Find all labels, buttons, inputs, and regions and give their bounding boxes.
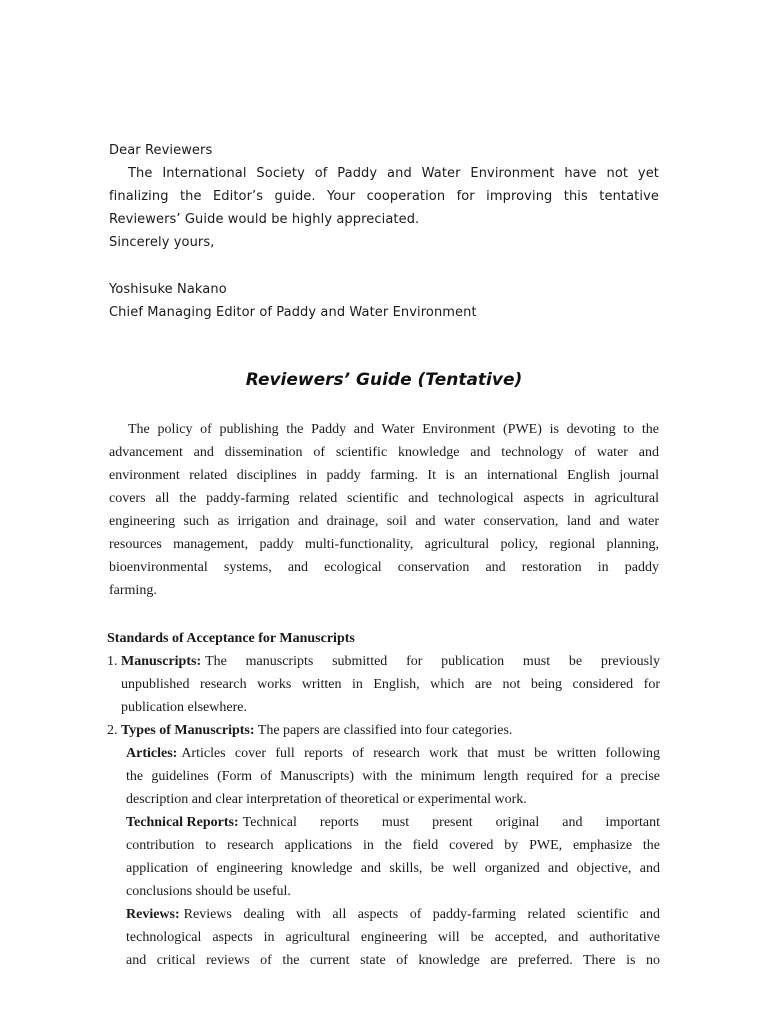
policy-line: engineering such as irrigation and drainage, soil and water conservation, land and water xyxy=(109,514,659,529)
policy-line: advancement and dissemination of scientific knowledge and technology of water and xyxy=(109,445,659,460)
policy-line: environment related disciplines in paddy farming. It is an international English journal xyxy=(109,468,659,483)
signer-name: Yoshisuke Nakano xyxy=(109,282,227,297)
policy-line: bioenvironmental systems, and ecological conservation and restoration in paddy xyxy=(109,560,659,575)
category-text-line: and critical reviews of the current state of knowledge are preferred. There is no xyxy=(126,953,660,968)
category-articles xyxy=(107,742,660,811)
category-label: Articles: xyxy=(126,746,178,761)
category-label: Technical Reports: xyxy=(126,815,239,830)
letter-body-line: Reviewers’ Guide would be highly appreciated. xyxy=(109,212,420,227)
cover-letter xyxy=(109,139,659,254)
policy-paragraph xyxy=(109,418,659,602)
item-text-line: unpublished research works written in English, which are not being considered for xyxy=(121,677,660,692)
signer-title: Chief Managing Editor of Paddy and Water Environment xyxy=(109,305,477,320)
category-text: Technical reports must present original and important xyxy=(242,815,660,830)
category-text: Articles cover full reports of research work that must be written following xyxy=(181,746,660,761)
item-number: 2. xyxy=(107,723,118,738)
item-text: The papers are classified into four categories. xyxy=(254,723,513,738)
category-text-line: the guidelines (Form of Manuscripts) with the minimum length required for a precise xyxy=(126,769,660,784)
category-technical-reports xyxy=(107,811,660,903)
category-text: Reviews dealing with all aspects of paddy-farming related scientific and xyxy=(183,907,660,922)
policy-line: farming. xyxy=(109,583,157,598)
letter-body-line: The International Society of Paddy and Water Environment have not yet xyxy=(128,166,659,181)
policy-line: covers all the paddy-farming related scientific and technological aspects in agricultural xyxy=(109,491,659,506)
item-text: The manuscripts submitted for publication must be previously xyxy=(205,654,660,669)
list-item-manuscripts xyxy=(107,650,660,673)
policy-line: The policy of publishing the Paddy and Water Environment (PWE) is devoting to the xyxy=(128,422,659,437)
category-label: Reviews: xyxy=(126,907,180,922)
category-text-line: technological aspects in agricultural engineering will be accepted, and authoritative xyxy=(126,930,660,945)
category-reviews xyxy=(107,903,660,972)
category-text-line: conclusions should be useful. xyxy=(126,884,291,899)
item-label: Manuscripts: xyxy=(121,654,202,669)
guide-title: Reviewers’ Guide (Tentative) xyxy=(245,370,523,390)
signature-block xyxy=(109,278,659,324)
item-text-line: publication elsewhere. xyxy=(121,700,247,715)
greeting: Dear Reviewers xyxy=(109,143,213,158)
item-label: Types of Manuscripts: xyxy=(121,723,255,738)
closing: Sincerely yours, xyxy=(109,235,215,250)
item-number: 1. xyxy=(107,654,118,669)
standards-section xyxy=(107,627,660,972)
category-text-line: contribution to research applications in the field covered by PWE, emphasize the xyxy=(126,838,660,853)
letter-body-line: finalizing the Editor’s guide. Your cooperation for improving this tentative xyxy=(109,189,659,204)
policy-line: resources management, paddy multi-functionality, agricultural policy, regional planning, xyxy=(109,537,659,552)
category-text-line: description and clear interpretation of theoretical or experimental work. xyxy=(126,792,527,807)
category-text-line: application of engineering knowledge and skills, be well organized and objective, and xyxy=(126,861,660,876)
list-item-types xyxy=(107,719,660,742)
standards-heading: Standards of Acceptance for Manuscripts xyxy=(107,631,355,646)
